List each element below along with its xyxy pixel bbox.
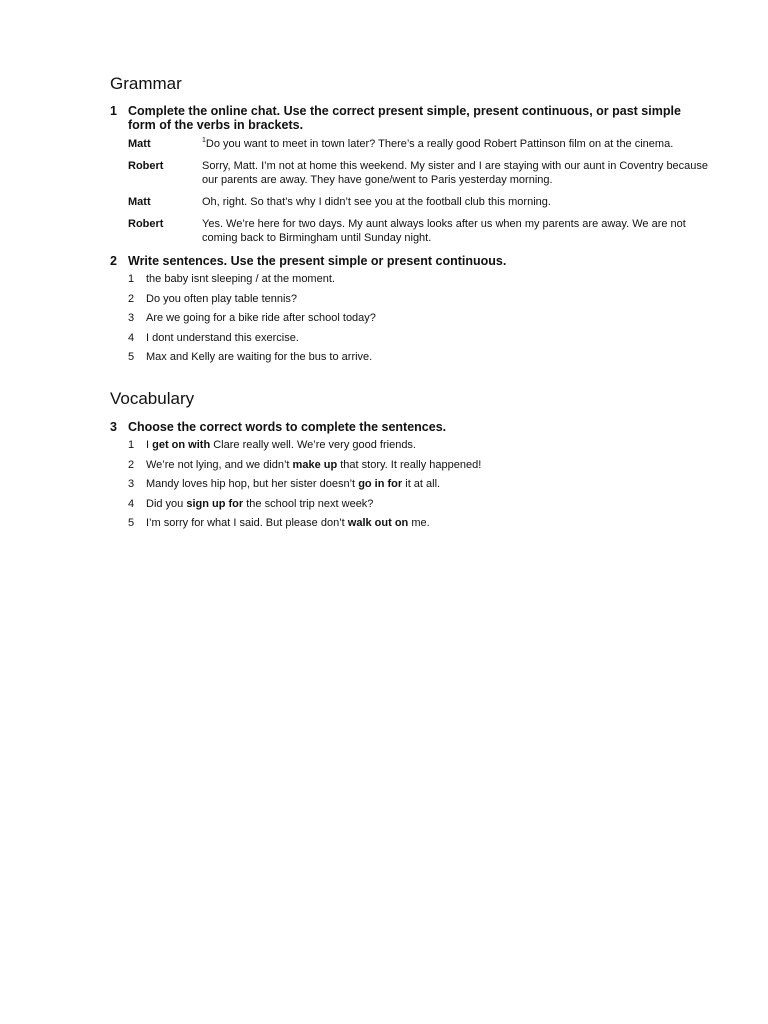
exercise-2-items: [128, 273, 710, 371]
chat-text-body: Do you want to meet in town later? There’s a really good Robert Pattinson film on at the cinema.: [205, 138, 674, 150]
item-text-before: Mandy loves hip hop, but her sister doesn’t: [146, 478, 359, 490]
item-text: Do you often play table tennis?: [146, 292, 298, 305]
chat-speaker: Matt: [128, 138, 151, 150]
item-text: [146, 517, 430, 537]
chat-speaker: Matt: [128, 196, 151, 208]
phrasal-verb: go in for: [358, 478, 403, 490]
exercise-1: [110, 104, 710, 253]
chat-text: [202, 137, 710, 151]
item-text: the baby isnt sleeping / at the moment.: [146, 273, 335, 285]
item-text-before: Did you: [146, 497, 187, 510]
phrasal-verb: make up: [292, 458, 338, 471]
chat-message: [128, 195, 710, 209]
grammar-heading: Grammar: [110, 74, 182, 93]
chat-text: Yes. We’re here for two days. My aunt always looks after us when my parents are away. We are not coming back to Birmingham until Sunday night.: [202, 218, 686, 244]
item-number: 5: [128, 517, 135, 529]
item-text: Are we going for a bike ride after school today?: [146, 312, 376, 324]
chat-transcript: [128, 137, 710, 245]
item-number: 5: [128, 351, 135, 363]
list-item: [128, 478, 710, 498]
item-number: 3: [128, 478, 135, 490]
exercise-instruction: Complete the online chat. Use the correct present simple, present continuous, or past simple form of the verbs in brackets.: [128, 104, 681, 132]
list-item: [128, 273, 710, 293]
item-number: 1: [128, 273, 135, 285]
list-item: [128, 332, 710, 352]
phrasal-verb: sign up for: [186, 497, 244, 510]
item-text: [146, 498, 373, 518]
list-item: [128, 351, 710, 371]
chat-speaker: Robert: [128, 160, 164, 172]
list-item: [128, 312, 710, 332]
phrasal-verb: get on with: [152, 439, 211, 451]
item-text-after: Clare really well. We’re very good friends.: [210, 439, 416, 451]
exercise-instruction: Choose the correct words to complete the sentences.: [128, 420, 447, 434]
exercise-number: 1: [110, 104, 117, 118]
item-number: 2: [128, 458, 135, 471]
chat-message: [128, 159, 710, 187]
exercise-3: [110, 420, 710, 537]
exercise-number: 2: [110, 254, 117, 268]
list-item: [128, 459, 710, 479]
list-item: [128, 517, 710, 537]
item-text-after: the school trip next week?: [243, 497, 374, 510]
chat-message: [128, 137, 710, 151]
exercise-1-header: [110, 104, 710, 132]
item-text-before: I’m sorry for what I said. But please don’t: [146, 517, 348, 529]
item-number: 1: [128, 439, 135, 451]
item-number: 4: [128, 497, 135, 510]
list-item: [128, 293, 710, 313]
item-text-after: me.: [408, 517, 430, 529]
item-text-after: it at all.: [402, 478, 441, 490]
item-text: [146, 459, 481, 479]
item-text: [146, 478, 440, 498]
item-number: 4: [128, 331, 135, 344]
exercise-number: 3: [110, 420, 117, 434]
item-number: 2: [128, 292, 135, 305]
chat-text: Oh, right. So that’s why I didn’t see you at the football club this morning.: [202, 196, 551, 208]
exercise-instruction: Write sentences. Use the present simple or present continuous.: [128, 254, 507, 268]
item-text: Max and Kelly are waiting for the bus to arrive.: [146, 351, 373, 363]
exercise-2-header: [110, 254, 710, 268]
chat-message: [128, 217, 710, 245]
chat-text: Sorry, Matt. I’m not at home this weekend. My sister and I are staying with our aunt in Coventry because our parents are away. They have gone/went to Paris yesterday morning.: [202, 160, 709, 186]
item-text-after: that story. It really happened!: [337, 458, 482, 471]
exercise-3-items: [128, 439, 710, 537]
gap-number: 1: [202, 137, 206, 144]
list-item: [128, 498, 710, 518]
exercise-3-header: [110, 420, 710, 434]
list-item: [128, 439, 710, 459]
item-text-before: We’re not lying, and we didn’t: [146, 458, 293, 471]
item-number: 3: [128, 312, 135, 324]
vocabulary-heading: Vocabulary: [110, 389, 195, 408]
exercise-2: [110, 254, 710, 371]
chat-speaker: Robert: [128, 218, 164, 230]
item-text: [146, 439, 416, 459]
phrasal-verb: walk out on: [347, 517, 409, 529]
item-text-before: I: [146, 439, 153, 451]
item-text: I dont understand this exercise.: [146, 331, 299, 344]
